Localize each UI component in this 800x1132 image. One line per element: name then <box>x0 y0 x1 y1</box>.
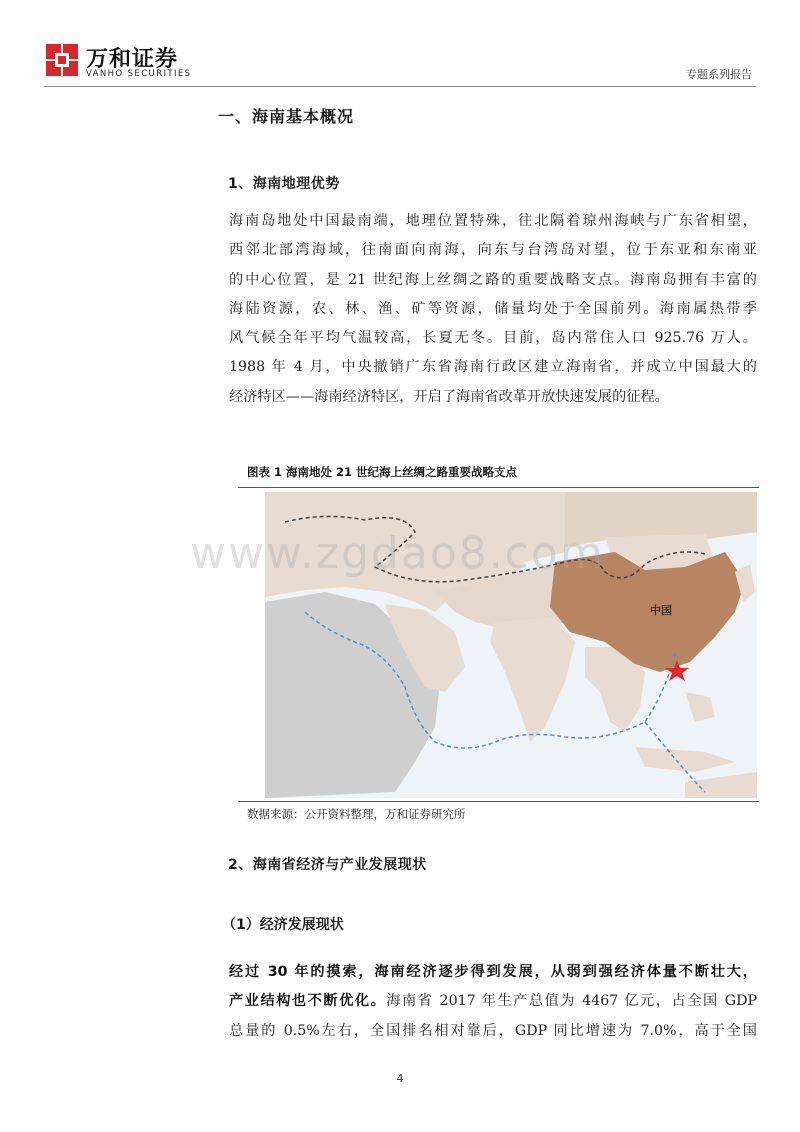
page-number: 4 <box>396 1072 404 1085</box>
brand-name-cn: 万和证券 <box>86 47 179 72</box>
figure-top-rule <box>238 487 759 488</box>
bold-lead: 经过 30 年的摸索，海南经济逐步得到发展，从弱到强经济体量不断壮大， <box>229 964 757 980</box>
paragraph-line: 西邻北部湾海域，往南面向南海，向东与台湾岛对望，位于东亚和东南亚 <box>229 242 757 259</box>
logo-mark-icon <box>44 42 80 78</box>
paragraph-text: 海南省 2017 年生产总值为 4467 亿元，占全国 GDP <box>386 993 757 1010</box>
paragraph-line: 海陆资源，农、林、渔、矿等资源，储量均处于全国前列。海南属热带季 <box>229 300 757 317</box>
section-title: 一、海南基本概况 <box>218 107 355 126</box>
figure-source: 数据来源：公开资料整理，万和证券研究所 <box>247 807 466 821</box>
subsection-title-economy: 2、海南省经济与产业发展现状 <box>228 857 427 873</box>
report-type-label: 专题系列报告 <box>686 68 752 81</box>
paragraph-line <box>229 987 757 1016</box>
subsubsection-title: （1）经济发展现状 <box>222 917 344 933</box>
bold-lead: 产业结构也不断优化。 <box>229 993 387 1010</box>
figure-caption: 图表 1 海南地处 21 世纪海上丝绸之路重要战略支点 <box>247 465 518 479</box>
watermark: www.zgdao8.com <box>190 528 605 579</box>
paragraph-line: 风气候全年平均气温较高，长夏无冬。目前，岛内常住人口 925.76 万人。 <box>229 330 757 347</box>
paragraph-line: 的中心位置，是 21 世纪海上丝绸之路的重要战略支点。海南岛拥有丰富的 <box>229 271 757 288</box>
header-divider <box>44 86 756 87</box>
paragraph-line: 1988 年 4 月，中央撤销广东省海南行政区建立海南省，并成立中国最大的 <box>229 359 757 376</box>
economy-paragraph <box>229 958 757 1046</box>
geography-paragraph <box>229 207 757 412</box>
paragraph-line: 海南岛地处中国最南端，地理位置特殊，往北隔着琼州海峡与广东省相望， <box>229 213 757 229</box>
paragraph-line: 总量的 0.5%左右，全国排名相对靠后，GDP 同比增速为 7.0%，高于全国 <box>229 1022 757 1039</box>
brand-name-en: VANHO SECURITIES <box>86 69 192 79</box>
figure-bottom-rule <box>238 801 759 802</box>
subsection-title-geography: 1、海南地理优势 <box>228 176 340 192</box>
paragraph-line: 经济特区——海南经济特区，开启了海南省改革开放快速发展的征程。 <box>229 388 669 405</box>
paragraph-line <box>229 958 757 987</box>
company-logo <box>44 42 204 84</box>
china-label: 中国 <box>650 604 672 617</box>
page-header <box>0 0 800 90</box>
